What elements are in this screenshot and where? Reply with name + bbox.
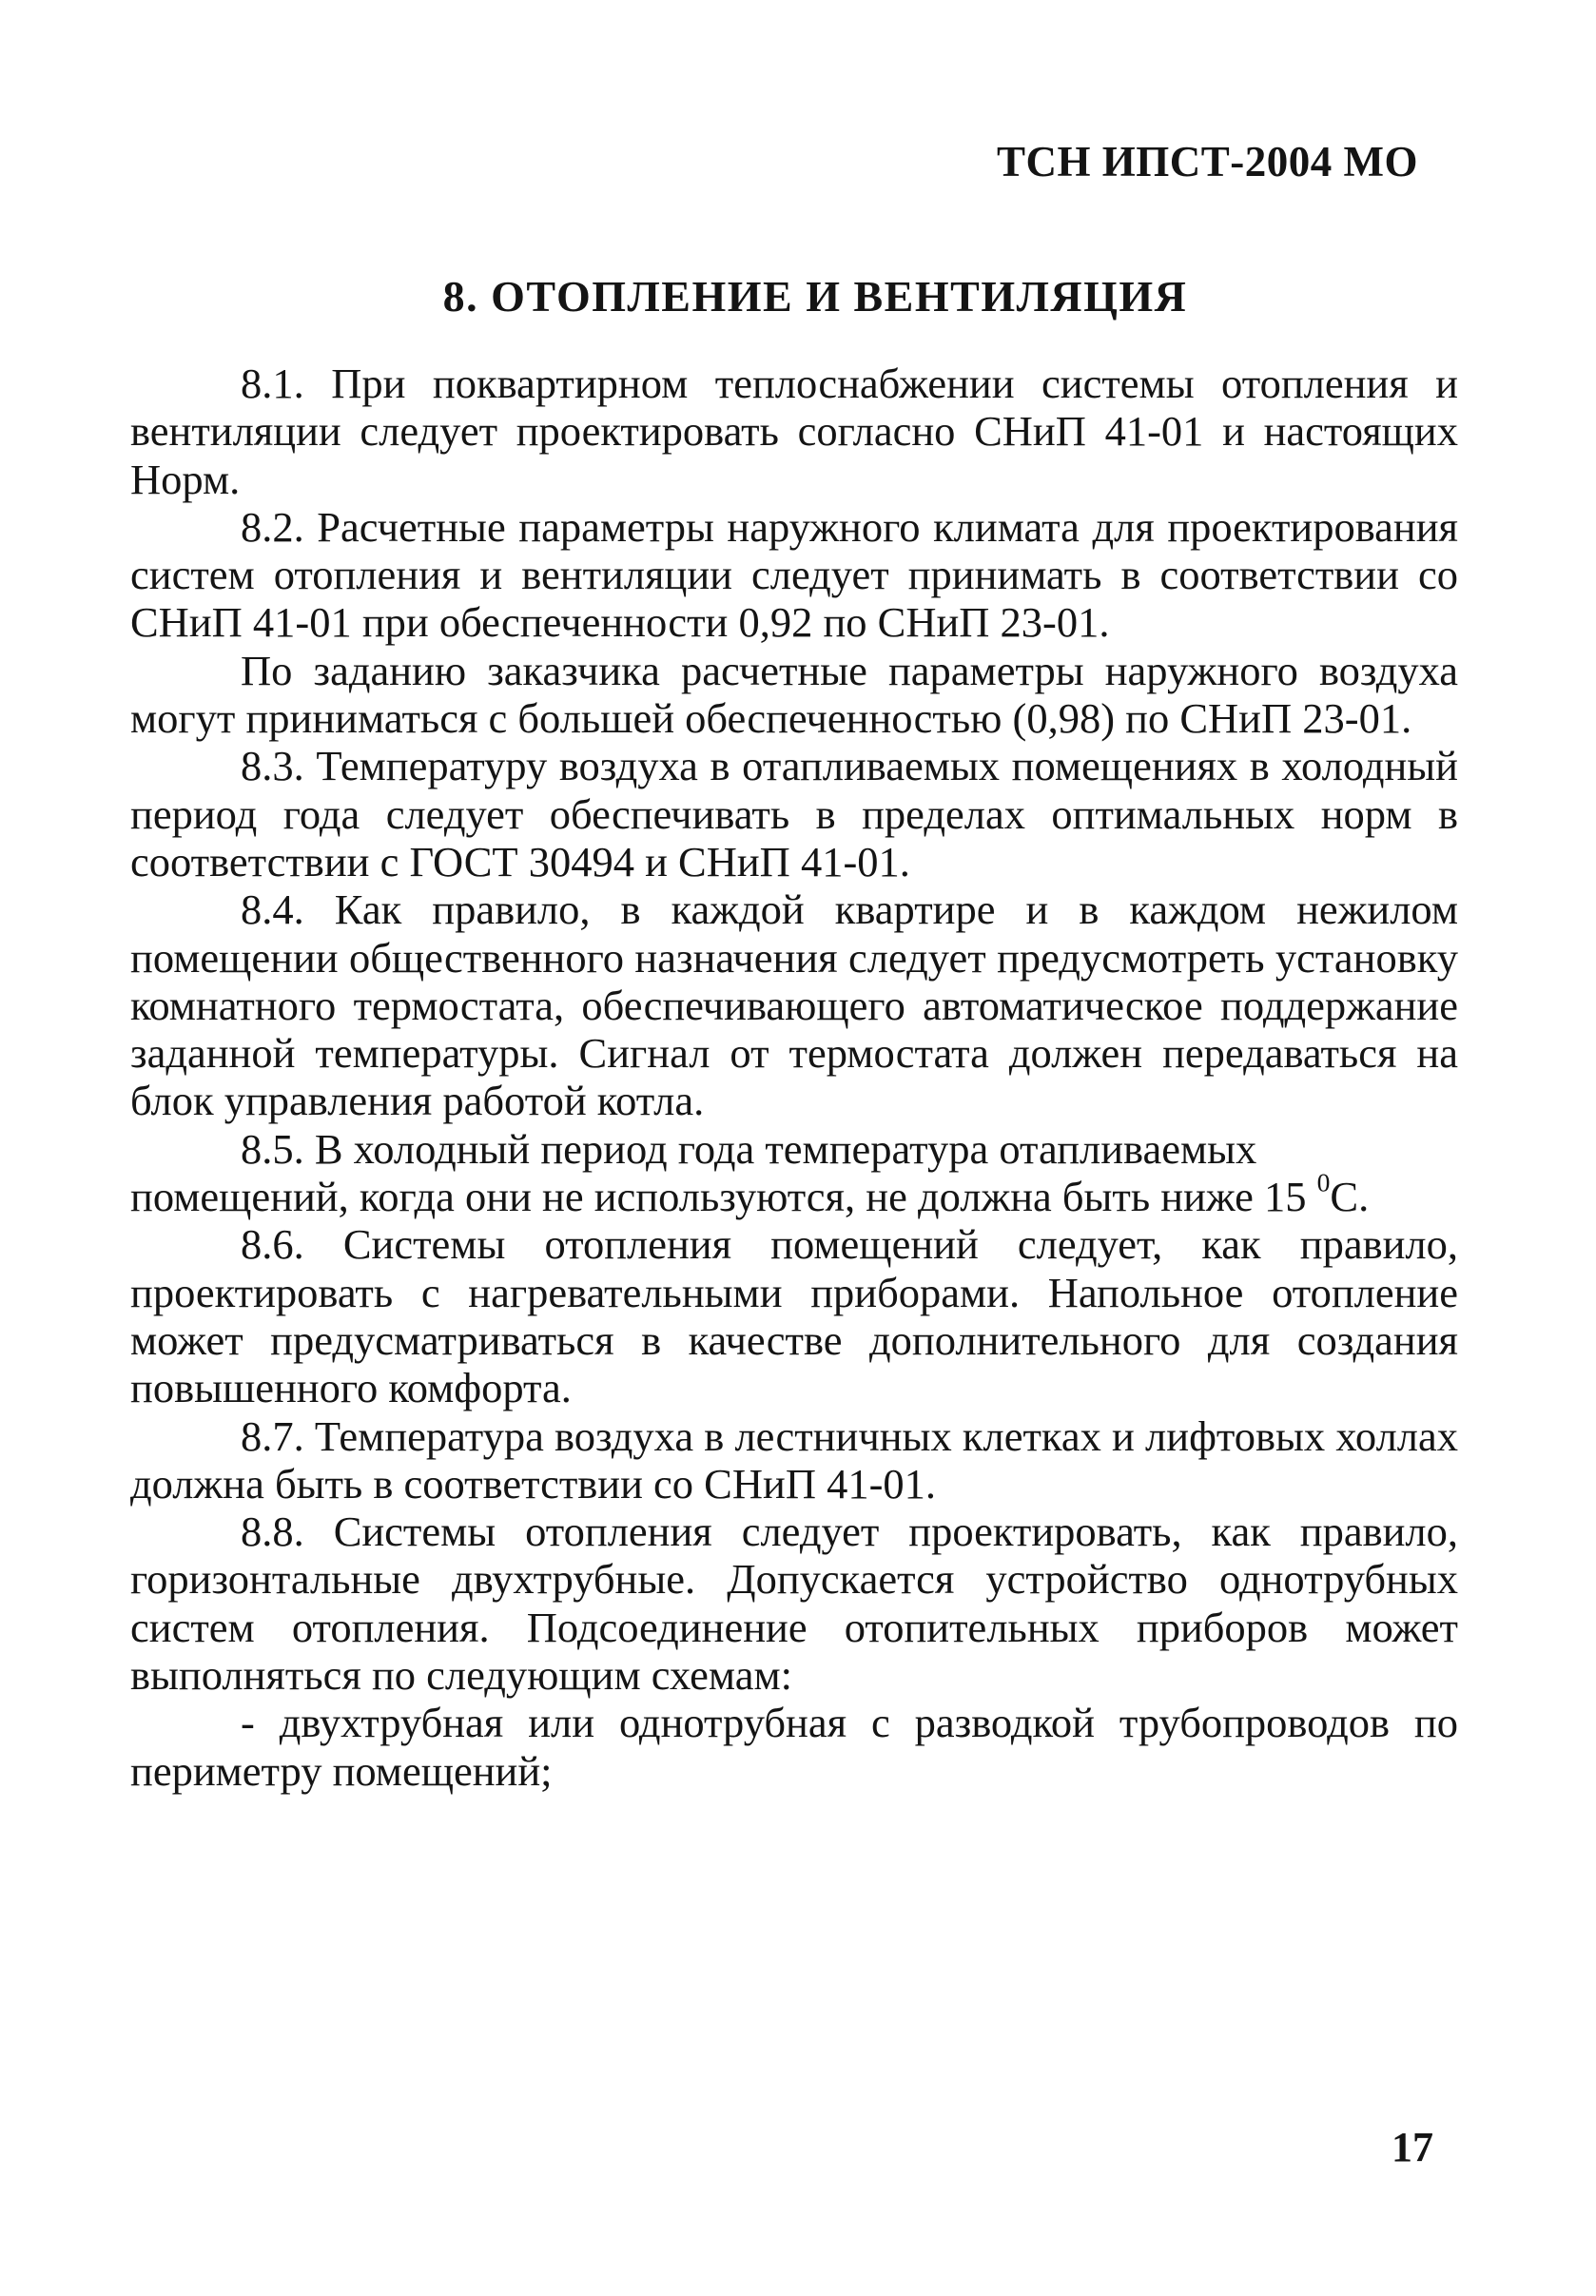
paragraph-8-3: 8.3. Температуру воздуха в отапливаемых помещениях в холодный период года следует обеспечивать в пределах оптимальных норм в соответствии с ГОСТ 30494 и СНиП 41-01. [130, 742, 1458, 885]
section-title: 8. ОТОПЛЕНИЕ И ВЕНТИЛЯЦИЯ [442, 272, 1188, 321]
paragraph-8-6: 8.6. Системы отопления помещений следует, как правило, проектировать с нагревательными приборами. Напольное отопление может предусматриваться в качестве дополнительного для создания повышенного комфорта. [130, 1220, 1458, 1412]
paragraph-8-5 [130, 1125, 1458, 1221]
paragraph-8-7: 8.7. Температура воздуха в лестничных клетках и лифтовых холлах должна быть в соответствии со СНиП 41-01. [130, 1411, 1458, 1508]
paragraph-8-5-text: 8.5. В холодный период года температура отапливаемых помещений, когда они не используются, не должна быть ниже 15 [130, 1124, 1307, 1221]
page-number: 17 [1392, 2124, 1433, 2170]
document-code-header: ТСН ИПСТ-2004 МО [997, 138, 1418, 185]
temperature-unit: С. [1330, 1173, 1370, 1221]
paragraph-8-8-list-item: - двухтрубная или однотрубная с разводкой трубопроводов по периметру помещений; [130, 1699, 1458, 1795]
paragraph-8-2-continuation: По заданию заказчика расчетные параметры наружного воздуха могут приниматься с большей обеспеченностью (0,98) по СНиП 23-01. [130, 646, 1458, 743]
section-body [130, 360, 1458, 1795]
paragraph-8-4: 8.4. Как правило, в каждой квартире и в каждом нежилом помещении общественного назначения следует предусмотреть установку комнатного термостата, обеспечивающего автоматическое поддержание заданной температуры. Сигнал от термостата должен передаваться на блок управления работой котла. [130, 885, 1458, 1125]
degree-sign: 0 [1316, 1167, 1331, 1197]
paragraph-8-2: 8.2. Расчетные параметры наружного климата для проектирования систем отопления и вентиляции следует принимать в соответствии со СНиП 41-01 при обеспеченности 0,92 по СНиП 23-01. [130, 502, 1458, 647]
paragraph-8-8: 8.8. Системы отопления следует проектировать, как правило, горизонтальные двухтрубные. Допускается устройство однотрубных систем отопления. Подсоединение отопительных приборов может выполняться по следующим схемам: [130, 1508, 1458, 1700]
paragraph-8-1: 8.1. При поквартирном теплоснабжении системы отопления и вентиляции следует проектировать согласно СНиП 41-01 и настоящих Норм. [130, 360, 1458, 503]
